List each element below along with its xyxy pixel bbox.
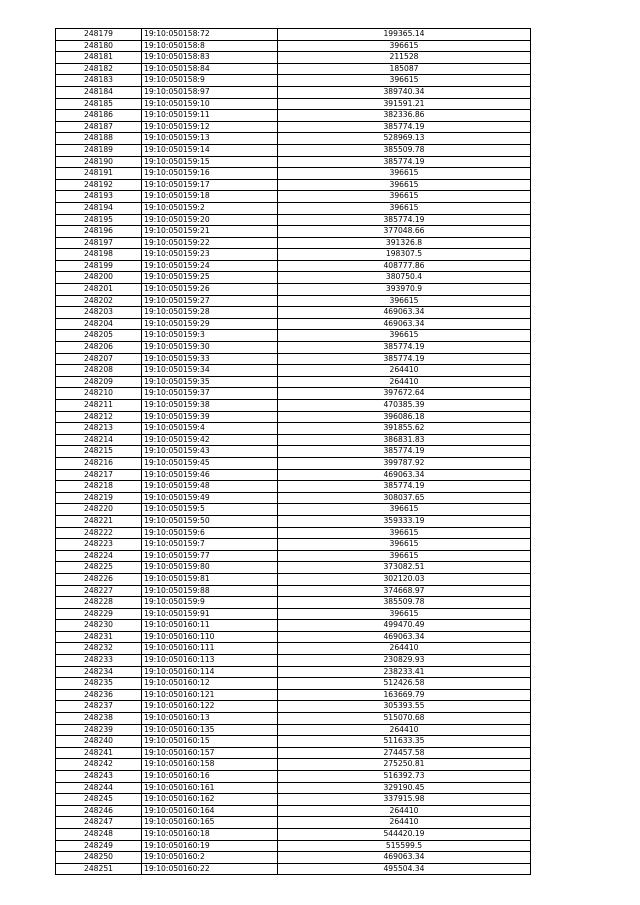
- cadastral-number-cell: 19:10:050160:113: [142, 655, 278, 667]
- table-row: [56, 852, 531, 864]
- table-row: [56, 817, 531, 829]
- row-id-cell: 248221: [56, 515, 142, 527]
- cadastral-number-cell: 19:10:050159:80: [142, 562, 278, 574]
- table-row: [56, 318, 531, 330]
- row-id-cell: 248180: [56, 40, 142, 52]
- cadastral-number-cell: 19:10:050159:81: [142, 573, 278, 585]
- value-cell: 382336.86: [278, 110, 531, 122]
- cadastral-number-cell: 19:10:050160:15: [142, 736, 278, 748]
- cadastral-number-cell: 19:10:050159:14: [142, 144, 278, 156]
- row-id-cell: 248217: [56, 469, 142, 481]
- row-id-cell: 248200: [56, 272, 142, 284]
- row-id-cell: 248246: [56, 805, 142, 817]
- value-cell: 274457.58: [278, 747, 531, 759]
- row-id-cell: 248242: [56, 759, 142, 771]
- row-id-cell: 248197: [56, 237, 142, 249]
- table-row: [56, 237, 531, 249]
- cadastral-number-cell: 19:10:050159:29: [142, 318, 278, 330]
- table-row: [56, 214, 531, 226]
- row-id-cell: 248212: [56, 411, 142, 423]
- row-id-cell: 248226: [56, 573, 142, 585]
- table-row: [56, 492, 531, 504]
- cadastral-number-cell: 19:10:050160:165: [142, 817, 278, 829]
- cadastral-number-cell: 19:10:050159:27: [142, 295, 278, 307]
- table-row: [56, 272, 531, 284]
- table-row: [56, 121, 531, 133]
- row-id-cell: 248244: [56, 782, 142, 794]
- value-cell: 511633.35: [278, 736, 531, 748]
- table-row: [56, 52, 531, 64]
- value-cell: 308037.65: [278, 492, 531, 504]
- table-row: [56, 539, 531, 551]
- table-row: [56, 608, 531, 620]
- cadastral-number-cell: 19:10:050159:25: [142, 272, 278, 284]
- value-cell: 408777.86: [278, 260, 531, 272]
- row-id-cell: 248231: [56, 631, 142, 643]
- cadastral-number-cell: 19:10:050160:22: [142, 863, 278, 875]
- cadastral-number-cell: 19:10:050159:13: [142, 133, 278, 145]
- cadastral-number-cell: 19:10:050158:72: [142, 29, 278, 41]
- value-cell: 515599.5: [278, 840, 531, 852]
- value-cell: 391326.8: [278, 237, 531, 249]
- cadastral-number-cell: 19:10:050160:164: [142, 805, 278, 817]
- row-id-cell: 248179: [56, 29, 142, 41]
- row-id-cell: 248251: [56, 863, 142, 875]
- row-id-cell: 248236: [56, 689, 142, 701]
- cadastral-number-cell: 19:10:050160:162: [142, 794, 278, 806]
- row-id-cell: 248190: [56, 156, 142, 168]
- table-row: [56, 434, 531, 446]
- row-id-cell: 248207: [56, 353, 142, 365]
- row-id-cell: 248243: [56, 771, 142, 783]
- value-cell: 385774.19: [278, 353, 531, 365]
- value-cell: 396615: [278, 179, 531, 191]
- value-cell: 275250.81: [278, 759, 531, 771]
- value-cell: 515070.68: [278, 713, 531, 725]
- cadastral-number-cell: 19:10:050159:35: [142, 376, 278, 388]
- value-cell: 329190.45: [278, 782, 531, 794]
- table-row: [56, 863, 531, 875]
- cadastral-number-cell: 19:10:050158:8: [142, 40, 278, 52]
- table-row: [56, 747, 531, 759]
- row-id-cell: 248224: [56, 550, 142, 562]
- value-cell: 389740.34: [278, 86, 531, 98]
- table-row: [56, 353, 531, 365]
- table-row: [56, 469, 531, 481]
- table-row: [56, 724, 531, 736]
- row-id-cell: 248206: [56, 342, 142, 354]
- row-id-cell: 248233: [56, 655, 142, 667]
- value-cell: 396615: [278, 504, 531, 516]
- value-cell: 399787.92: [278, 457, 531, 469]
- row-id-cell: 248230: [56, 620, 142, 632]
- table-row: [56, 689, 531, 701]
- value-cell: 396615: [278, 202, 531, 214]
- cadastral-number-cell: 19:10:050159:28: [142, 307, 278, 319]
- table-row: [56, 457, 531, 469]
- value-cell: 385774.19: [278, 121, 531, 133]
- row-id-cell: 248186: [56, 110, 142, 122]
- table-row: [56, 840, 531, 852]
- value-cell: 385774.19: [278, 156, 531, 168]
- value-cell: 469063.34: [278, 469, 531, 481]
- table-row: [56, 63, 531, 75]
- row-id-cell: 248187: [56, 121, 142, 133]
- table-row: [56, 655, 531, 667]
- value-cell: 264410: [278, 365, 531, 377]
- table-row: [56, 828, 531, 840]
- table-row: [56, 527, 531, 539]
- row-id-cell: 248220: [56, 504, 142, 516]
- row-id-cell: 248194: [56, 202, 142, 214]
- value-cell: 211528: [278, 52, 531, 64]
- value-cell: 264410: [278, 724, 531, 736]
- row-id-cell: 248215: [56, 446, 142, 458]
- cadastral-number-cell: 19:10:050159:88: [142, 585, 278, 597]
- cadastral-number-cell: 19:10:050159:2: [142, 202, 278, 214]
- row-id-cell: 248208: [56, 365, 142, 377]
- row-id-cell: 248189: [56, 144, 142, 156]
- cadastral-number-cell: 19:10:050160:121: [142, 689, 278, 701]
- row-id-cell: 248203: [56, 307, 142, 319]
- row-id-cell: 248218: [56, 481, 142, 493]
- table-row: [56, 481, 531, 493]
- row-id-cell: 248239: [56, 724, 142, 736]
- cadastral-number-cell: 19:10:050160:2: [142, 852, 278, 864]
- row-id-cell: 248192: [56, 179, 142, 191]
- table-row: [56, 736, 531, 748]
- value-cell: 386831.83: [278, 434, 531, 446]
- table-row: [56, 515, 531, 527]
- table-row: [56, 40, 531, 52]
- value-cell: 469063.34: [278, 631, 531, 643]
- value-cell: 396615: [278, 75, 531, 87]
- row-id-cell: 248181: [56, 52, 142, 64]
- cadastral-number-cell: 19:10:050160:122: [142, 701, 278, 713]
- row-id-cell: 248199: [56, 260, 142, 272]
- cadastral-number-cell: 19:10:050160:135: [142, 724, 278, 736]
- row-id-cell: 248222: [56, 527, 142, 539]
- row-id-cell: 248247: [56, 817, 142, 829]
- row-id-cell: 248183: [56, 75, 142, 87]
- row-id-cell: 248229: [56, 608, 142, 620]
- table-row: [56, 805, 531, 817]
- value-cell: 264410: [278, 376, 531, 388]
- cadastral-number-cell: 19:10:050158:97: [142, 86, 278, 98]
- cadastral-number-cell: 19:10:050159:24: [142, 260, 278, 272]
- row-id-cell: 248209: [56, 376, 142, 388]
- value-cell: 396086.18: [278, 411, 531, 423]
- cadastral-number-cell: 19:10:050159:26: [142, 284, 278, 296]
- value-cell: 396615: [278, 527, 531, 539]
- table-row: [56, 620, 531, 632]
- table-row: [56, 260, 531, 272]
- cadastral-number-cell: 19:10:050159:33: [142, 353, 278, 365]
- row-id-cell: 248188: [56, 133, 142, 145]
- cadastral-number-cell: 19:10:050159:37: [142, 388, 278, 400]
- cadastral-number-cell: 19:10:050159:17: [142, 179, 278, 191]
- value-cell: 264410: [278, 805, 531, 817]
- value-cell: 396615: [278, 40, 531, 52]
- value-cell: 495504.34: [278, 863, 531, 875]
- value-cell: 199365.14: [278, 29, 531, 41]
- value-cell: 469063.34: [278, 318, 531, 330]
- row-id-cell: 248210: [56, 388, 142, 400]
- value-cell: 391855.62: [278, 423, 531, 435]
- table-row: [56, 110, 531, 122]
- value-cell: 373082.51: [278, 562, 531, 574]
- row-id-cell: 248205: [56, 330, 142, 342]
- cadastral-number-cell: 19:10:050160:19: [142, 840, 278, 852]
- value-cell: 385509.78: [278, 597, 531, 609]
- value-cell: 393970.9: [278, 284, 531, 296]
- cadastral-number-cell: 19:10:050159:7: [142, 539, 278, 551]
- row-id-cell: 248234: [56, 666, 142, 678]
- table-row: [56, 423, 531, 435]
- value-cell: 396615: [278, 295, 531, 307]
- table-row: [56, 365, 531, 377]
- table-row: [56, 29, 531, 41]
- cadastral-number-cell: 19:10:050160:16: [142, 771, 278, 783]
- cadastral-number-cell: 19:10:050159:45: [142, 457, 278, 469]
- row-id-cell: 248216: [56, 457, 142, 469]
- cadastral-number-cell: 19:10:050160:12: [142, 678, 278, 690]
- row-id-cell: 248204: [56, 318, 142, 330]
- cadastral-number-cell: 19:10:050159:21: [142, 226, 278, 238]
- cadastral-number-cell: 19:10:050159:16: [142, 168, 278, 180]
- cadastral-number-cell: 19:10:050159:34: [142, 365, 278, 377]
- row-id-cell: 248223: [56, 539, 142, 551]
- table-row: [56, 771, 531, 783]
- value-cell: 391591.21: [278, 98, 531, 110]
- cadastral-number-cell: 19:10:050160:13: [142, 713, 278, 725]
- value-cell: 469063.34: [278, 307, 531, 319]
- table-row: [56, 376, 531, 388]
- row-id-cell: 248240: [56, 736, 142, 748]
- value-cell: 470385.39: [278, 400, 531, 412]
- cadastral-number-cell: 19:10:050159:5: [142, 504, 278, 516]
- value-cell: 302120.03: [278, 573, 531, 585]
- row-id-cell: 248214: [56, 434, 142, 446]
- table-row: [56, 388, 531, 400]
- cadastral-number-cell: 19:10:050159:91: [142, 608, 278, 620]
- cadastral-number-cell: 19:10:050159:6: [142, 527, 278, 539]
- row-id-cell: 248249: [56, 840, 142, 852]
- value-cell: 396615: [278, 191, 531, 203]
- row-id-cell: 248202: [56, 295, 142, 307]
- table-row: [56, 666, 531, 678]
- table-row: [56, 585, 531, 597]
- cadastral-number-cell: 19:10:050159:18: [142, 191, 278, 203]
- row-id-cell: 248219: [56, 492, 142, 504]
- table-row: [56, 713, 531, 725]
- cadastral-number-cell: 19:10:050160:110: [142, 631, 278, 643]
- row-id-cell: 248250: [56, 852, 142, 864]
- cadastral-number-cell: 19:10:050159:20: [142, 214, 278, 226]
- value-cell: 385774.19: [278, 481, 531, 493]
- value-cell: 238233.41: [278, 666, 531, 678]
- cadastral-number-cell: 19:10:050159:11: [142, 110, 278, 122]
- data-table: [55, 28, 531, 875]
- value-cell: 264410: [278, 643, 531, 655]
- row-id-cell: 248191: [56, 168, 142, 180]
- cadastral-number-cell: 19:10:050160:161: [142, 782, 278, 794]
- cadastral-number-cell: 19:10:050160:111: [142, 643, 278, 655]
- value-cell: 305393.55: [278, 701, 531, 713]
- row-id-cell: 248235: [56, 678, 142, 690]
- cadastral-number-cell: 19:10:050159:77: [142, 550, 278, 562]
- cadastral-number-cell: 19:10:050159:46: [142, 469, 278, 481]
- table-row: [56, 295, 531, 307]
- value-cell: 396615: [278, 168, 531, 180]
- row-id-cell: 248213: [56, 423, 142, 435]
- row-id-cell: 248195: [56, 214, 142, 226]
- table-row: [56, 156, 531, 168]
- table-row: [56, 168, 531, 180]
- row-id-cell: 248245: [56, 794, 142, 806]
- row-id-cell: 248201: [56, 284, 142, 296]
- table-row: [56, 75, 531, 87]
- value-cell: 512426.58: [278, 678, 531, 690]
- row-id-cell: 248196: [56, 226, 142, 238]
- value-cell: 185087: [278, 63, 531, 75]
- table-row: [56, 678, 531, 690]
- row-id-cell: 248185: [56, 98, 142, 110]
- row-id-cell: 248193: [56, 191, 142, 203]
- table-row: [56, 307, 531, 319]
- table-row: [56, 782, 531, 794]
- row-id-cell: 248228: [56, 597, 142, 609]
- cadastral-number-cell: 19:10:050159:49: [142, 492, 278, 504]
- value-cell: 499470.49: [278, 620, 531, 632]
- value-cell: 374668.97: [278, 585, 531, 597]
- table-row: [56, 411, 531, 423]
- value-cell: 380750.4: [278, 272, 531, 284]
- value-cell: 377048.66: [278, 226, 531, 238]
- cadastral-number-cell: 19:10:050160:157: [142, 747, 278, 759]
- value-cell: 396615: [278, 608, 531, 620]
- cadastral-number-cell: 19:10:050159:43: [142, 446, 278, 458]
- value-cell: 396615: [278, 330, 531, 342]
- value-cell: 544420.19: [278, 828, 531, 840]
- cadastral-number-cell: 19:10:050159:3: [142, 330, 278, 342]
- cadastral-number-cell: 19:10:050159:42: [142, 434, 278, 446]
- value-cell: 230829.93: [278, 655, 531, 667]
- cadastral-number-cell: 19:10:050159:10: [142, 98, 278, 110]
- cadastral-number-cell: 19:10:050159:15: [142, 156, 278, 168]
- table-row: [56, 202, 531, 214]
- cadastral-number-cell: 19:10:050159:4: [142, 423, 278, 435]
- value-cell: 396615: [278, 550, 531, 562]
- table-row: [56, 98, 531, 110]
- table-row: [56, 794, 531, 806]
- table-row: [56, 562, 531, 574]
- cadastral-number-cell: 19:10:050158:9: [142, 75, 278, 87]
- value-cell: 337915.98: [278, 794, 531, 806]
- cadastral-number-cell: 19:10:050158:83: [142, 52, 278, 64]
- row-id-cell: 248211: [56, 400, 142, 412]
- row-id-cell: 248182: [56, 63, 142, 75]
- table-row: [56, 144, 531, 156]
- row-id-cell: 248241: [56, 747, 142, 759]
- cadastral-number-cell: 19:10:050160:158: [142, 759, 278, 771]
- table-row: [56, 133, 531, 145]
- table-row: [56, 597, 531, 609]
- table-row: [56, 631, 531, 643]
- table-row: [56, 342, 531, 354]
- table-row: [56, 550, 531, 562]
- table-row: [56, 86, 531, 98]
- table-row: [56, 759, 531, 771]
- data-table-container: [55, 28, 531, 875]
- value-cell: 359333.19: [278, 515, 531, 527]
- table-row: [56, 226, 531, 238]
- table-row: [56, 179, 531, 191]
- table-row: [56, 330, 531, 342]
- value-cell: 264410: [278, 817, 531, 829]
- table-row: [56, 701, 531, 713]
- table-body: [56, 29, 531, 875]
- row-id-cell: 248238: [56, 713, 142, 725]
- cadastral-number-cell: 19:10:050159:22: [142, 237, 278, 249]
- row-id-cell: 248237: [56, 701, 142, 713]
- cadastral-number-cell: 19:10:050159:12: [142, 121, 278, 133]
- value-cell: 516392.73: [278, 771, 531, 783]
- cadastral-number-cell: 19:10:050159:9: [142, 597, 278, 609]
- cadastral-number-cell: 19:10:050159:30: [142, 342, 278, 354]
- cadastral-number-cell: 19:10:050159:39: [142, 411, 278, 423]
- value-cell: 397672.64: [278, 388, 531, 400]
- value-cell: 385774.19: [278, 214, 531, 226]
- row-id-cell: 248198: [56, 249, 142, 261]
- table-row: [56, 249, 531, 261]
- value-cell: 385774.19: [278, 342, 531, 354]
- value-cell: 469063.34: [278, 852, 531, 864]
- cadastral-number-cell: 19:10:050160:114: [142, 666, 278, 678]
- row-id-cell: 248248: [56, 828, 142, 840]
- cadastral-number-cell: 19:10:050160:11: [142, 620, 278, 632]
- table-row: [56, 191, 531, 203]
- cadastral-number-cell: 19:10:050160:18: [142, 828, 278, 840]
- cadastral-number-cell: 19:10:050159:38: [142, 400, 278, 412]
- value-cell: 396615: [278, 539, 531, 551]
- value-cell: 163669.79: [278, 689, 531, 701]
- table-row: [56, 643, 531, 655]
- table-row: [56, 446, 531, 458]
- value-cell: 385774.19: [278, 446, 531, 458]
- table-row: [56, 400, 531, 412]
- table-row: [56, 504, 531, 516]
- cadastral-number-cell: 19:10:050159:50: [142, 515, 278, 527]
- row-id-cell: 248227: [56, 585, 142, 597]
- row-id-cell: 248184: [56, 86, 142, 98]
- cadastral-number-cell: 19:10:050158:84: [142, 63, 278, 75]
- table-row: [56, 573, 531, 585]
- table-row: [56, 284, 531, 296]
- cadastral-number-cell: 19:10:050159:48: [142, 481, 278, 493]
- value-cell: 385509.78: [278, 144, 531, 156]
- cadastral-number-cell: 19:10:050159:23: [142, 249, 278, 261]
- value-cell: 528969.13: [278, 133, 531, 145]
- value-cell: 198307.5: [278, 249, 531, 261]
- row-id-cell: 248232: [56, 643, 142, 655]
- row-id-cell: 248225: [56, 562, 142, 574]
